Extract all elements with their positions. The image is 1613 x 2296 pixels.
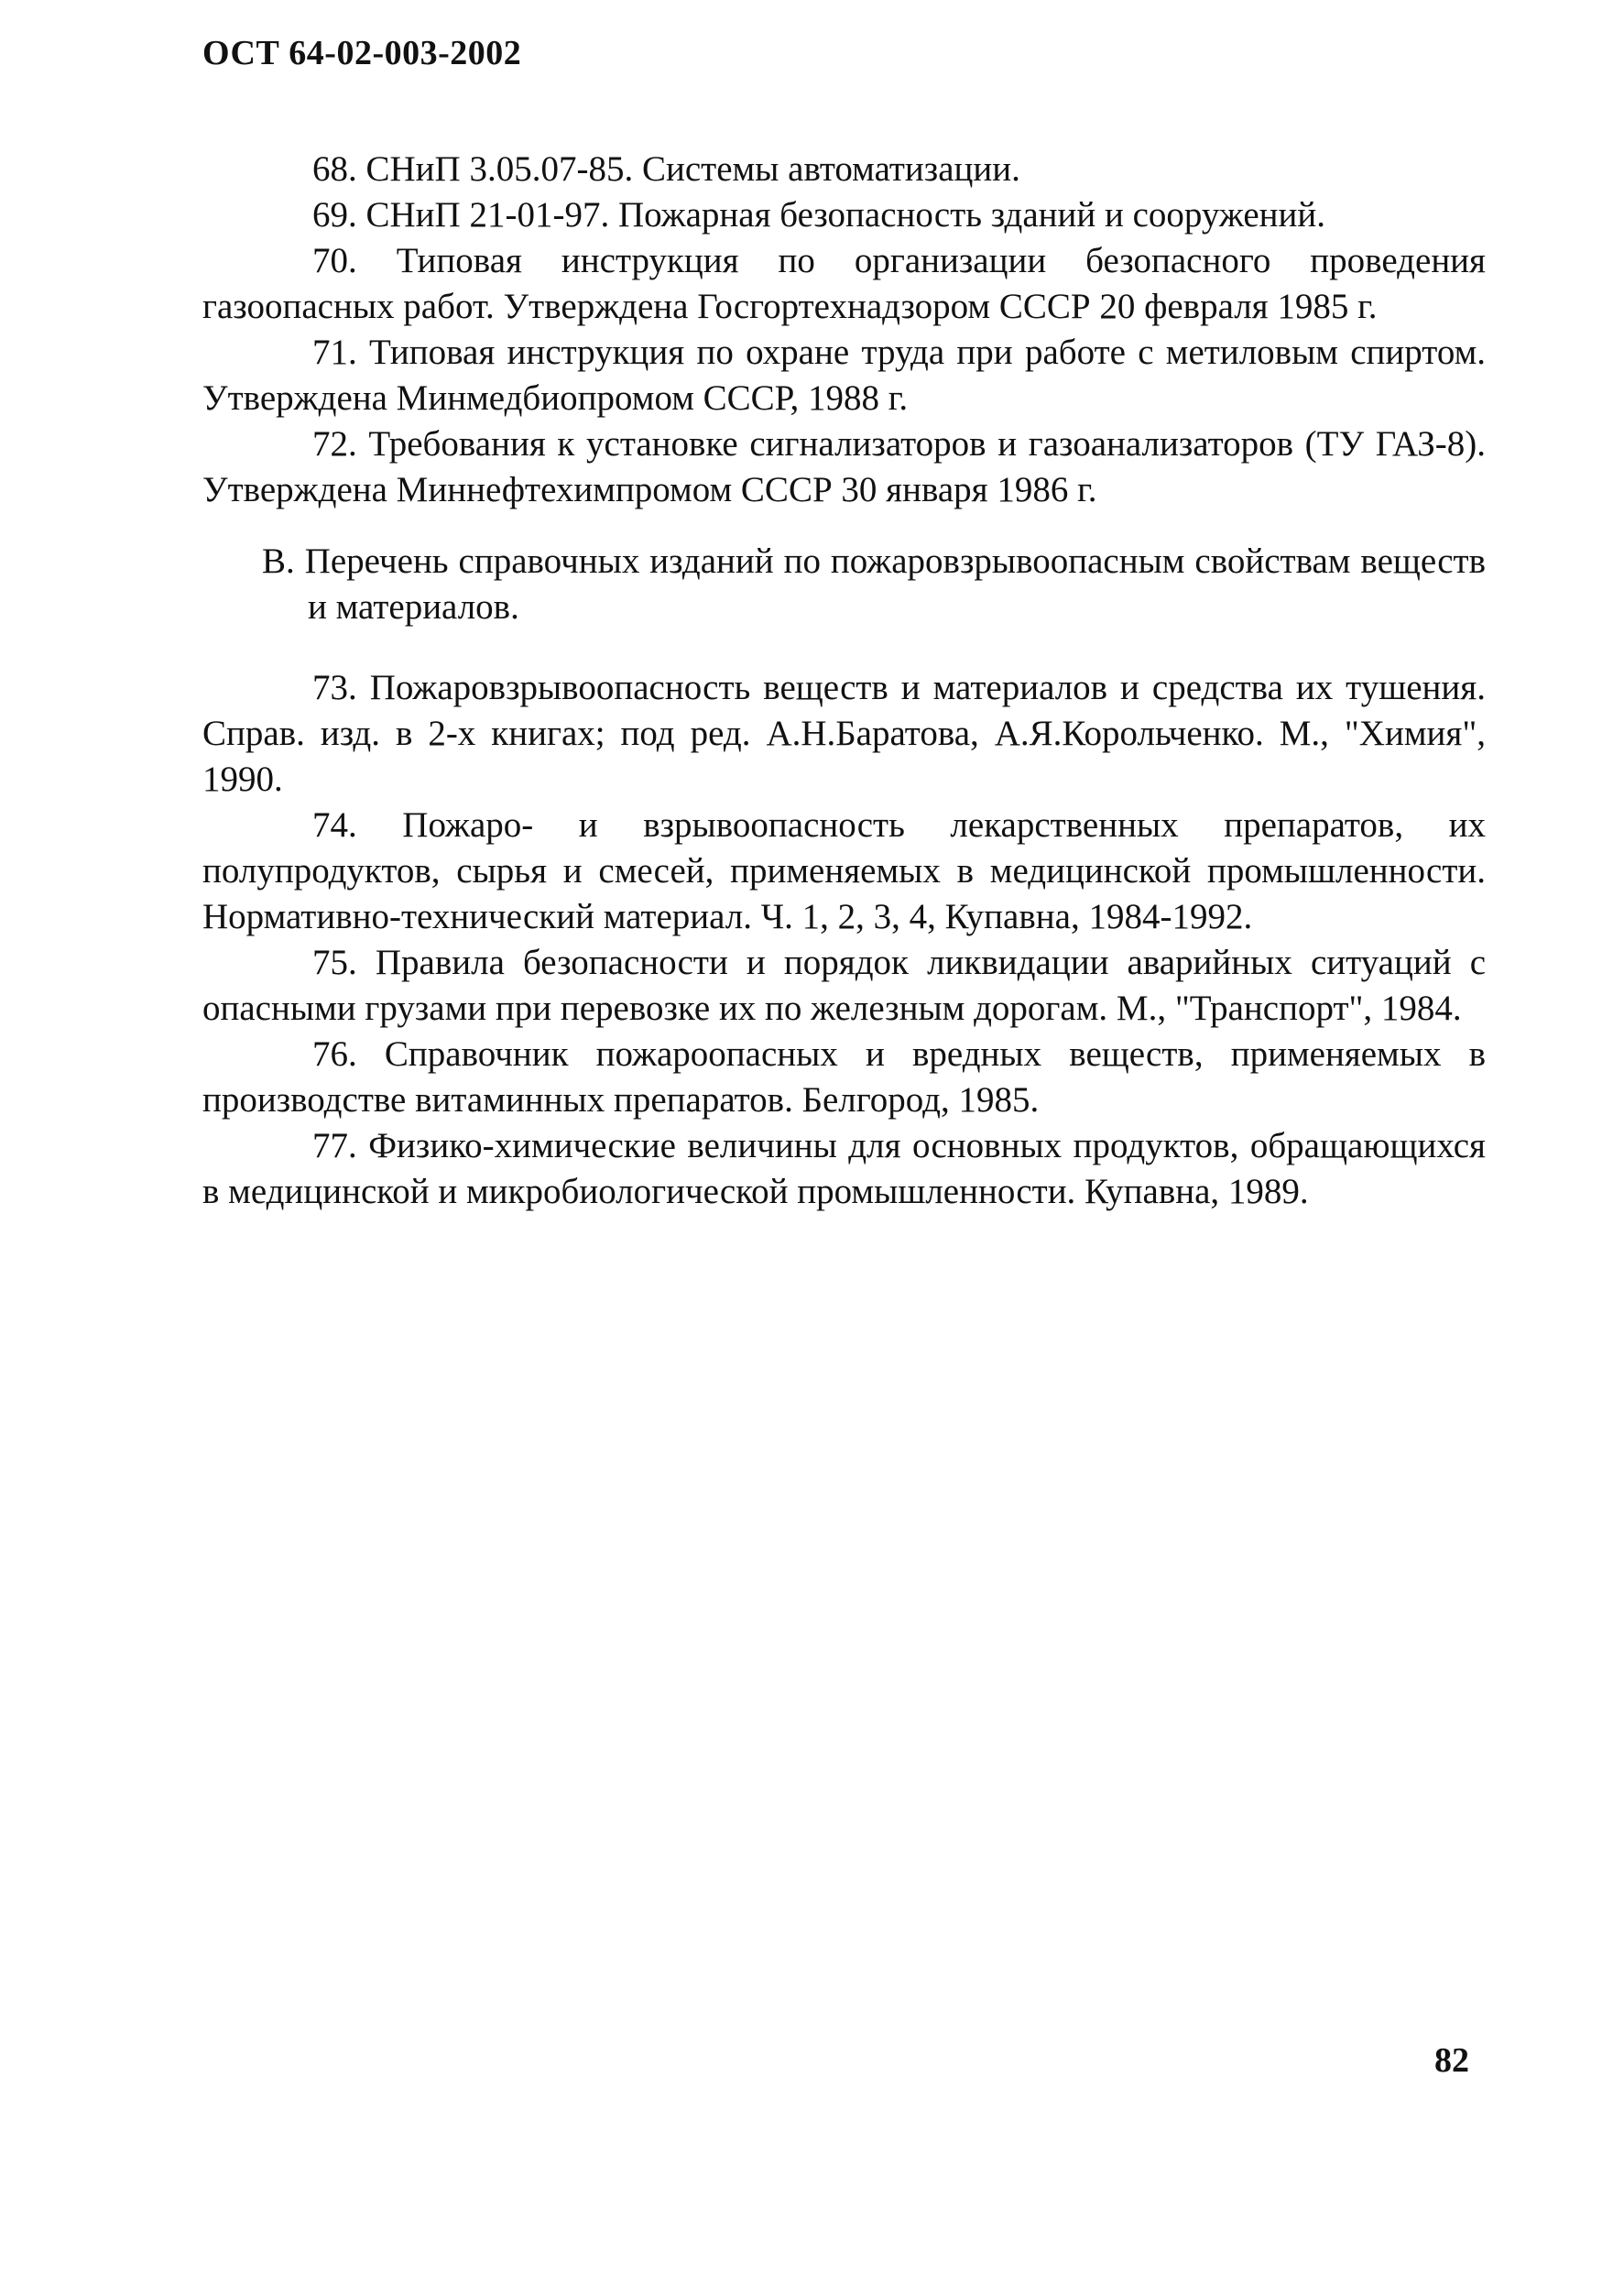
reference-item-73: 73. Пожаровзрывоопасность веществ и материалов и средства их тушения. Справ. изд. в 2-х книгах; под ред. А.Н.Баратова, А.Я.Корольченко. М., "Химия", 1990.: [202, 668, 1486, 799]
reference-item-69: 69. СНиП 21-01-97. Пожарная безопасность зданий и сооружений.: [312, 195, 1325, 235]
document-code-header: ОСТ 64-02-003-2002: [202, 34, 522, 72]
reference-item-68: 68. СНиП 3.05.07-85. Системы автоматизации.: [312, 149, 1020, 189]
reference-item-71: 71. Типовая инструкция по охране труда при работе с метиловым спиртом. Утверждена Минмедбиопромом СССР, 1988 г.: [202, 333, 1486, 418]
references-content: [202, 147, 1486, 1215]
reference-item-74: 74. Пожаро- и взрывоопасность лекарственных препаратов, их полупродуктов, сырья и смесей, применяемых в медицинской промышленности. Нормативно-технический материал. Ч. 1, 2, 3, 4, Купавна, 1984-1992.: [202, 805, 1486, 936]
section-b-heading: В. Перечень справочных изданий по пожаровзрывоопасным свойствам веществ и материалов.: [262, 541, 1486, 627]
reference-item-72: 72. Требования к установке сигнализаторов и газоанализаторов (ТУ ГАЗ-8). Утверждена Миннефтехимпромом СССР 30 января 1986 г.: [202, 424, 1486, 509]
reference-item-70: 70. Типовая инструкция по организации безопасного проведения газоопасных работ. Утверждена Госгортехнадзором СССР 20 февраля 1985 г.: [202, 241, 1486, 326]
reference-item-76: 76. Справочник пожароопасных и вредных веществ, применяемых в производстве витаминных препаратов. Белгород, 1985.: [202, 1034, 1486, 1120]
page-number: 82: [1434, 2041, 1469, 2080]
reference-item-77: 77. Физико-химические величины для основных продуктов, обращающихся в медицинской и микробиологической промышленности. Купавна, 1989.: [202, 1126, 1486, 1211]
reference-item-75: 75. Правила безопасности и порядок ликвидации аварийных ситуаций с опасными грузами при перевозке их по железным дорогам. М., "Транспорт", 1984.: [202, 943, 1486, 1028]
